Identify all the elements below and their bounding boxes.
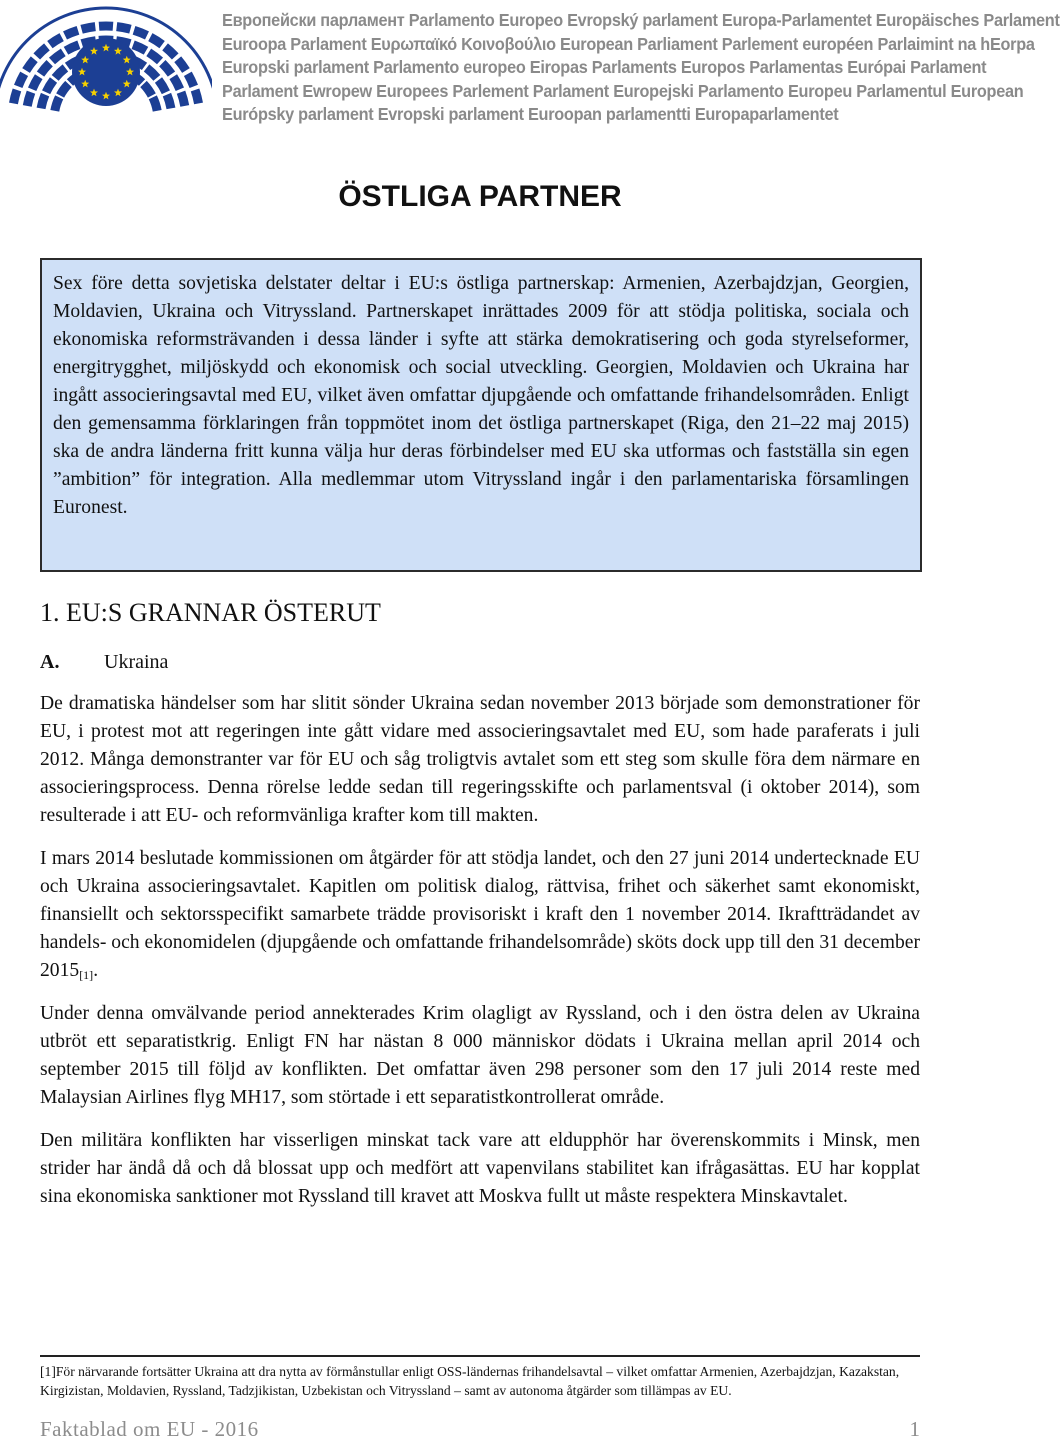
summary-box [40, 258, 922, 572]
parliament-name-list [222, 9, 954, 127]
european-parliament-logo [0, 0, 212, 128]
section-heading: 1. EU:S GRANNAR ÖSTERUT [40, 598, 381, 628]
hemicycle-seat-segment [167, 95, 171, 109]
paragraph: De dramatiska händelser som har slitit sönder Ukraina sedan november 2013 började som demonstrationer för EU, i protest mot att regeringen inte gått vidare med associeringsavtalet med EU, som hade paraferats i juli 2012. Många demonstranter var för EU och såg troligtvis avtalet som ett steg som skulle föra dem närmare en associeringsprocess. Denna rörelse ledde sedan till regeringsskifte och parlamentsval (i oktober 2014), som resulterade i att EU- och reformvänliga krafter kom till makten. [40, 690, 920, 830]
hemicycle-seat-segment [195, 90, 198, 104]
page-title: ÖSTLIGA PARTNER [0, 180, 960, 214]
hemicycle-seat-segment [18, 74, 24, 87]
hemicycle-seat-segment [181, 92, 185, 106]
page-number: 1 [910, 1417, 921, 1442]
hemicycle-seat-segment [27, 92, 31, 106]
paragraph-end: . [93, 960, 98, 981]
hemicycle-seat-segment [55, 97, 59, 111]
footnote-reference-link[interactable]: [1] [79, 968, 93, 982]
paragraph: Under denna omvälvande period annekterades Krim olagligt av Ryssland, och i den östra delen av Ukraina utbröt ett separatistkrig. Enligt FN har nästan 8 000 människor dödats i Ukraina mellan april 2014 och september 2015 till följd av konflikten. Det omfattar även 298 personer som den 17 juli 2014 reste med Malaysian Airlines flyg MH17, som störtade i ett separatistkontrollerat område. [40, 1000, 920, 1112]
hemicycle-seat-segment [133, 45, 146, 51]
paragraph-text: I mars 2014 beslutade kommissionen om åtgärder för att stödja landet, och den 27 juni 2014 undertecknade EU och Ukraina associeringsavtalet. Kapitlen om politisk dialog, rättvisa, frihet och säkerhet samt ekonomiskt, finansiellt och sektorsspecifikt samarbete trädde provisoriskt i kraft den 1 november 2014. Ikraftträdandet av handels- och ekonomidelen (djupgående och omfattande frihandelsområde) sköts dock upp till den 31 december 2015 [40, 848, 920, 981]
hemicycle-seat-segment [41, 95, 45, 109]
hemicycle-seat-segment [65, 30, 78, 35]
hemicycle-seat-segment [82, 27, 96, 30]
hemicycle-seat-segment [153, 97, 157, 111]
body-text [40, 690, 920, 1226]
parliament-name-line: Европейски парламент Parlamento Europeo Evropský parlament Europa-Parlamentet Europäisches Parlament [222, 9, 903, 33]
hemicycle-seat-segment [188, 74, 194, 87]
parliament-name-line: Parlament Ewropew Europees Parlement Parlament Europejski Parlamento Europeu Parlamentul European [222, 80, 903, 104]
hemicycle-seat-segment [173, 77, 180, 90]
hemicycle-seat-segment [134, 30, 147, 35]
footer-label: Faktablad om EU - 2016 [40, 1417, 259, 1442]
hemicycle-seat-segment [117, 27, 131, 30]
parliament-name-line: Európsky parlament Evropski parlament Euroopan parlamentti Europaparlamentet [222, 103, 903, 127]
hemicycle-seat-segment [32, 77, 39, 90]
hemicycle-seat-segment [66, 45, 79, 51]
paragraph: Den militära konflikten har visserligen minskat tack vare att eldupphör har överenskommits i Minsk, men strider har ändå då och då blossat upp och medfört att vapenvilans stabilitet kan ifrågasättas. EU har kopplat sina ekonomiska sanktioner mot Ryssland till kravet att Moskva fullt ut måste respektera Minskavtalet. [40, 1127, 920, 1211]
parliament-name-line: Euroopa Parlament Ευρωπαϊκό Κοινοβούλιο European Parliament Parlement européen Parlaimint na hEorpa [222, 33, 903, 57]
hemicycle-seat-segment [13, 90, 16, 104]
summary-text: Sex före detta sovjetiska delstater deltar i EU:s östliga partnerskap: Armenien, Azerbajdzjan, Georgien, Moldavien, Ukraina och Vitryssland. Partnerskapet inrättades 2009 för att stödja politiska, sociala och ekonomiska reformsträvanden i dessa länder i syfte att stärka demokratisering och goda styrelseformer, energitrygghet, miljöskydd och ekonomisk och social utveckling. Georgien, Moldavien och Ukraina har ingått associeringsavtal med EU, vilket även omfattar djupgående och omfattande frihandelsområden. Enligt den gemensamma förklaringen från toppmötet inom det östliga partnerskapet (Riga, den 21–22 maj 2015) ska de andra länderna fritt kunna välja hur deras förbindelser med EU ska utformas och fastställa sin egen ”ambition” för integration. Alla medlemmar utom Vitryssland ingår i den parlamentariska församlingen Euronest. [53, 270, 909, 522]
footnote-divider [40, 1355, 920, 1357]
paragraph [40, 845, 920, 985]
subsection-title: Ukraina [104, 651, 168, 673]
subsection-heading [40, 651, 168, 674]
document-header [0, 0, 960, 135]
footnote: [1]För närvarande fortsätter Ukraina att dra nytta av förmånstullar enligt OSS-ländernas frihandelsavtal – vilket omfattar Armenien, Azerbajdzjan, Kazakstan, Kirgizistan, Moldavien, Ryssland, Tadzjikistan, Uzbekistan och Vitryssland – samt av autonoma åtgärder som tillämpas av EU. [40, 1362, 920, 1400]
parliament-name-line: Europski parlament Parlamento europeo Eiropas Parlaments Europos Parlamentas Európai Parlament [222, 56, 903, 80]
subsection-letter: A. [40, 651, 104, 674]
